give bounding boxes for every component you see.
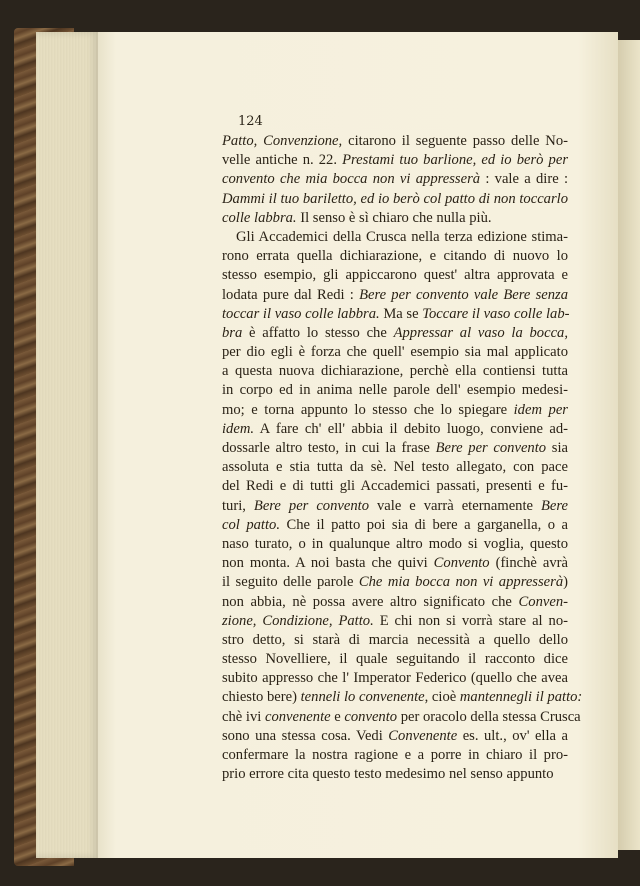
page-number: 124 xyxy=(238,114,263,129)
text-line: idem. A fare ch' ell' abbia il debito luogo, conviene ad- xyxy=(222,420,568,437)
text-line: convento che mia bocca non vi appresserà : vale a dire : xyxy=(222,171,568,188)
text-line: lodata pure dal Redi : Bere per convento vale Bere senza xyxy=(222,286,568,303)
text-line: assoluta e stia tutta da sè. Nel testo allegato, con pace xyxy=(222,459,568,476)
text-line: confermare la nostra ragione e a porre in chiaro il pro- xyxy=(222,747,568,763)
text-line: Patto, Convenzione, citarono il seguente passo delle No- xyxy=(222,133,569,149)
text-line: mo; e torna appunto lo stesso che lo spiegare idem per xyxy=(222,401,568,418)
text-line: colle labbra. Il senso è sì chiaro che nulla più. xyxy=(222,209,492,226)
text-line: il seguito delle parole Che mia bocca non vi appresserà) xyxy=(222,574,568,591)
text-line: dossarle altro testo, in cui la frase Bere per convento sia xyxy=(222,440,568,456)
text-line: sono una stessa cosa. Vedi Convenente es. ult., ov' ella a xyxy=(222,727,568,744)
text-line: in corpo ed in anima nelle parole dell' esempio medesi- xyxy=(222,382,568,399)
text-line: stesso esempio, gli appiccarono quest' altra approvata e xyxy=(222,267,568,284)
text-line: zione, Condizione, Patto. E chi non si vorrà stare al no- xyxy=(222,612,568,629)
text-line: del Redi e di tutti gli Accademici passati, presenti e fu- xyxy=(222,478,568,495)
text-line: toccar il vaso colle labbra. Ma se Toccare il vaso colle lab- xyxy=(222,305,570,322)
text-line: chè ivi convenente e convento per oracolo della stessa Crusca xyxy=(222,708,581,725)
text-line: prio errore cita questo testo medesimo nel senso appunto xyxy=(222,766,554,783)
text-line: stesso Novelliere, il quale seguitando il racconto dice xyxy=(222,651,568,668)
text-line: naso turato, o in qualunque altro modo si voglia, questo xyxy=(222,535,568,552)
text-line: turi, Bere per convento vale e varrà eternamente Bere xyxy=(222,497,568,514)
text-line: subito appresso che l' Imperator Federico (quello che avea xyxy=(222,670,568,687)
text-line: per dio egli è forza che quell' esempio sia mal applicato xyxy=(222,344,568,361)
text-line: bra è affatto lo stesso che Appressar al vaso la bocca, xyxy=(222,324,569,341)
text-line: velle antiche n. 22. Prestami tuo barlione, ed io berò per xyxy=(222,152,569,169)
text-line: Dammi il tuo bariletto, ed io berò col patto di non toccarlo xyxy=(222,190,568,207)
text-line: rono errata quella dichiarazione, e citando di nuovo lo xyxy=(222,248,568,265)
body-text xyxy=(222,132,583,784)
text-line: non monta. A noi basta che quivi Convento (finchè avrà xyxy=(222,555,568,572)
page-stack-edges xyxy=(36,32,100,858)
text-line: chiesto bere) tenneli lo convenente, cioè mantennegli il patto: xyxy=(222,689,583,706)
text-line: stro detto, si starà di marcia necessità a quello dello xyxy=(222,631,568,648)
text-line: a questa nuova dichiarazione, perchè ella contiensi tutta xyxy=(222,363,568,380)
text-line: non abbia, nè possa avere altro significato che Conven- xyxy=(222,593,568,610)
text-line: col patto. Che il patto poi sia di bere a garganella, o a xyxy=(222,516,568,533)
text-line: Gli Accademici della Crusca nella terza edizione stima- xyxy=(236,228,568,245)
